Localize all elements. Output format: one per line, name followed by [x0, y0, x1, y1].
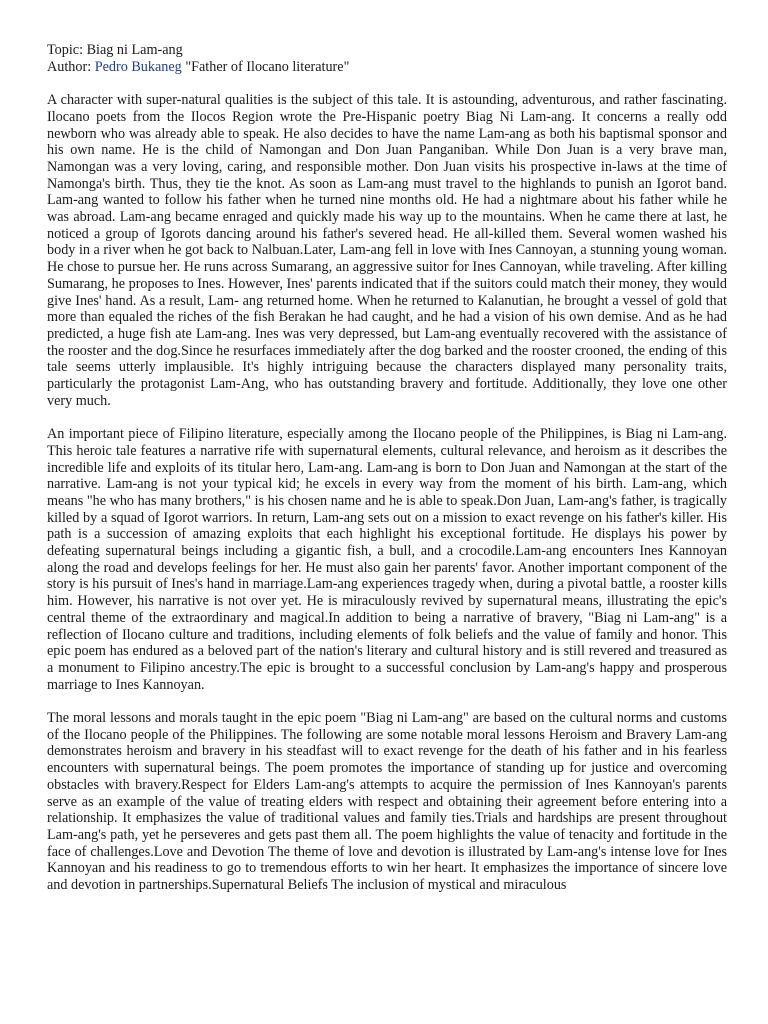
- topic-value: Biag ni Lam-ang: [86, 42, 183, 58]
- author-link[interactable]: Pedro Bukaneg: [94, 58, 182, 75]
- topic-label: Topic:: [47, 42, 84, 58]
- paragraph-summary: A character with super-natural qualities is the subject of this tale. It is astounding, adventurous, and rather fascinating. Ilocano poets from the Ilocos Region wrote the Pre-Hispanic poetry Biag Ni Lam-ang. It concerns a really odd newborn who was already able to speak. He also decides to have the name Lam-ang as both his baptismal sponsor and his own name. He is the child of Namongan and Don Juan Panganiban. While Don Juan is a very brave man, Namongan was a very loving, caring, and responsible mother. Don Juan visits his prospective in-laws at the time of Namonga's birth. Thus, they tie the knot. As soon as Lam-ang must travel to the highlands to punish an Igorot band. Lam-ang wanted to follow his father when he turned nine months old. He had a nightmare about his father while he was abroad. Lam-ang became enraged and quickly made his way up to the mountains. When he came there at last, he noticed a group of Igorots dancing around his father's severed head. He all-killed them. Several women washed his body in a river when he got back to Nalbuan.Later, Lam-ang fell in love with Ines Cannoyan, a stunning young woman. He chose to pursue her. He runs across Sumarang, an aggressive suitor for Ines Cannoyan, while traveling. After killing Sumarang, he proposes to Ines. However, Ines' parents indicated that if the suitors could match their money, they would give Ines' hand. As a result, Lam- ang returned home. When he returned to Kalanutian, he brought a vessel of gold that more than equaled the riches of the fish Berakan he had caught, and he had a vision of his own demise. And as he had predicted, a huge fish ate Lam-ang. Ines was very depressed, but Lam-ang eventually recovered with the assistance of the rooster and the dog.Since he resurfaces immediately after the dog barked and the rooster crooned, the ending of this tale seems utterly implausible. It's highly intriguing because the characters displayed many personality traits, particularly the protagonist Lam-Ang, who has outstanding bravery and fortitude. Additionally, they love one other very much.: [47, 92, 727, 409]
- paragraph-overview: An important piece of Filipino literature, especially among the Ilocano people of the Philippines, is Biag ni Lam-ang. This heroic tale features a narrative rife with supernatural elements, cultural relevance, and heroism as it describes the incredible life and exploits of its titular hero, Lam-ang. Lam-ang is born to Don Juan and Namongan at the start of the narrative. Lam-ang is not your typical kid; he excels in every way from the moment of his birth. Lam-ang, which means "he who has many brothers," is his chosen name and he is able to speak.Don Juan, Lam-ang's father, is tragically killed by a squad of Igorot warriors. In return, Lam-ang sets out on a mission to exact revenge on his father's killer. His path is a succession of amazing exploits that each highlight his exceptional fortitude. He displays his power by defeating supernatural beings including a gigantic fish, a bull, and a crocodile.Lam-ang encounters Ines Kannoyan along the road and develops feelings for her. He must also gain her parents' favor. Another important component of the story is his pursuit of Ines's hand in marriage.Lam-ang experiences tragedy when, during a pivotal battle, a rooster kills him. However, his narrative is not over yet. He is miraculously revived by supernatural means, illustrating the epic's central theme of the extraordinary and magical.In addition to being a narrative of bravery, "Biag ni Lam-ang" is a reflection of Ilocano culture and traditions, including elements of folk beliefs and the value of family and honor. This epic poem has endured as a beloved part of the nation's literary and cultural history and is still revered and treasured as a monument to Filipino ancestry.The epic is brought to a successful conclusion by Lam-ang's happy and prosperous marriage to Ines Kannoyan.: [47, 426, 727, 693]
- paragraph-moral-lessons: The moral lessons and morals taught in the epic poem "Biag ni Lam-ang" are based on the cultural norms and customs of the Ilocano people of the Philippines. The following are some notable moral lessons Heroism and Bravery Lam-ang demonstrates heroism and bravery in his steadfast will to exact revenge for the death of his father and in his fearless encounters with supernatural beings. The poem promotes the importance of standing up for justice and overcoming obstacles with bravery.Respect for Elders Lam-ang's attempts to acquire the permission of Ines Kannoyan's parents serve as an example of the value of treating elders with respect and obtaining their agreement before entering into a relationship. It emphasizes the value of traditional values and family ties.Trials and hardships are present throughout Lam-ang's path, yet he perseveres and gets past them all. The poem highlights the value of tenacity and fortitude in the face of challenges.Love and Devotion The theme of love and devotion is illustrated by Lam-ang's intense love for Ines Kannoyan and his readiness to go to tremendous efforts to win her heart. It emphasizes the importance of sincere love and devotion in partnerships.Supernatural Beliefs The inclusion of mystical and miraculous: [47, 710, 727, 894]
- topic-line: [47, 42, 727, 59]
- author-label: Author:: [47, 58, 92, 75]
- document-page: [47, 42, 727, 894]
- author-suffix: "Father of Ilocano literature": [185, 58, 350, 75]
- author-line: [47, 59, 727, 76]
